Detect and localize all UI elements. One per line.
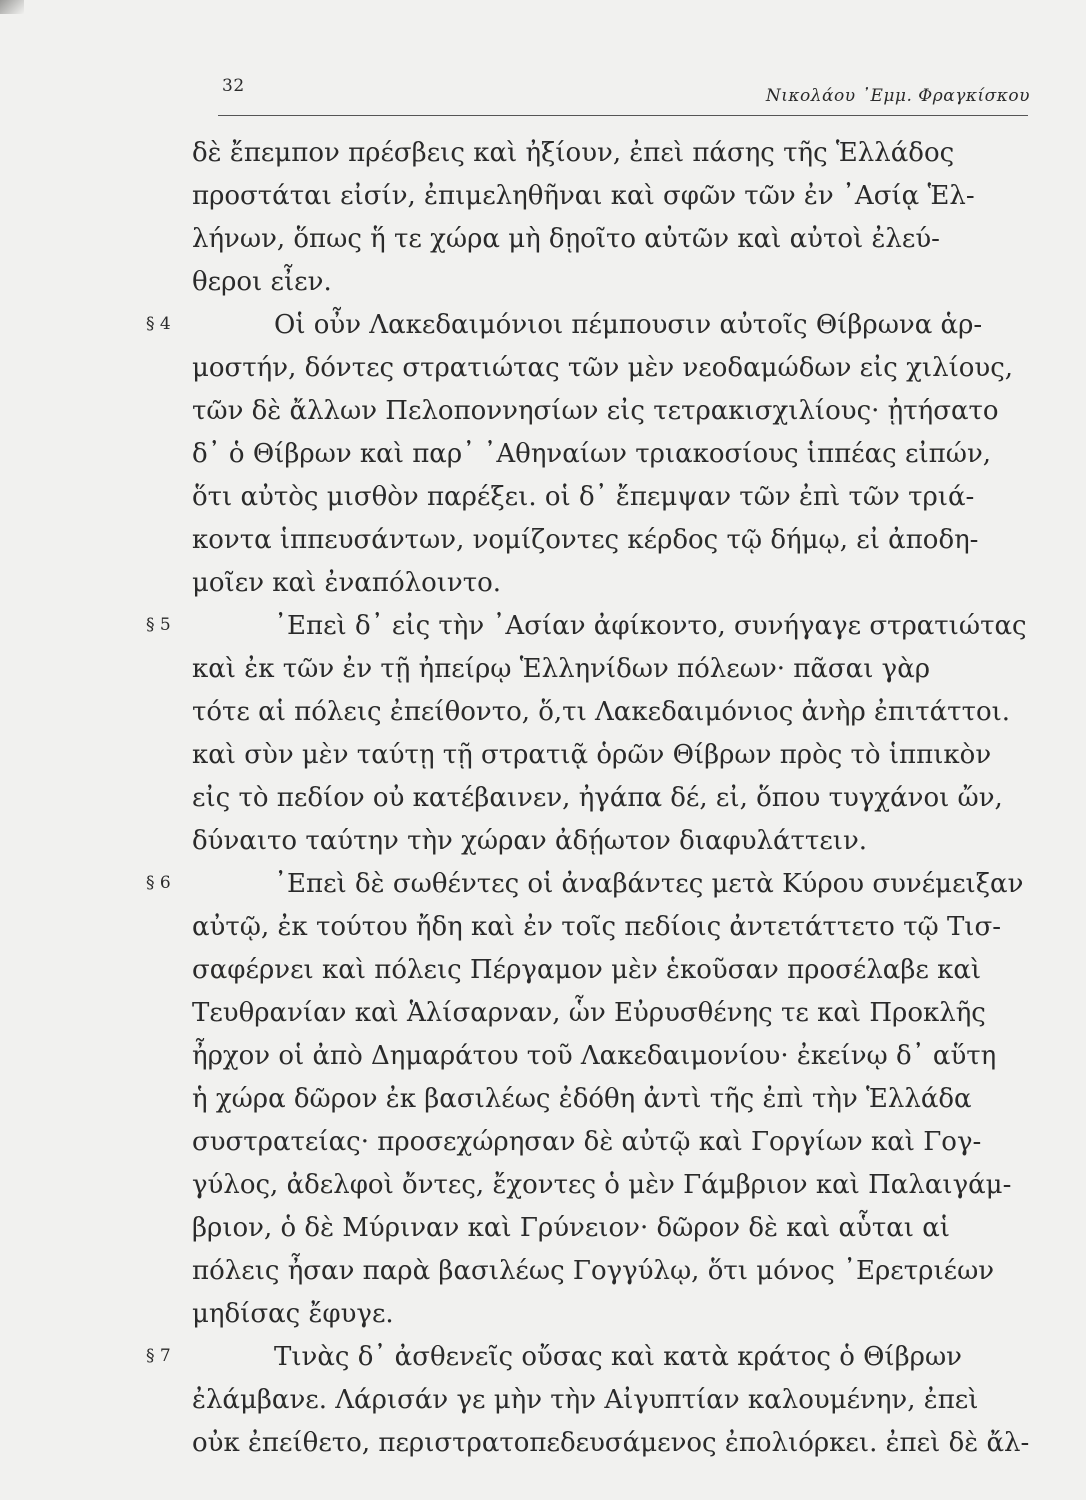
line-text: συστρατείας· προσεχώρησαν δὲ αὐτῷ καὶ Γοργίων καὶ Γογ- [192, 1127, 982, 1157]
section-marker: § 5 [146, 615, 171, 635]
line-text: καὶ ἐκ τῶν ἐν τῇ ἠπείρῳ Ἑλληνίδων πόλεων· πᾶσαι γὰρ [192, 654, 931, 684]
text-line [192, 132, 1022, 175]
text-line [192, 476, 1022, 519]
line-text: μηδίσας ἔφυγε. [192, 1299, 394, 1329]
text-line [192, 1250, 1022, 1293]
text-line [192, 820, 1022, 863]
line-text: δ᾿ ὁ Θίβρων καὶ παρ᾿ ᾿Αθηναίων τριακοσίους ἱππέας εἰπών, [192, 439, 992, 469]
line-text: μοστήν, δόντες στρατιώτας τῶν μὲν νεοδαμώδων εἰς χιλίους, [192, 353, 1014, 383]
text-line [192, 949, 1022, 992]
section-first-line [146, 605, 1027, 648]
text-line [192, 175, 1022, 218]
text-line [192, 648, 1022, 691]
line-text: θεροι εἶεν. [192, 267, 332, 297]
line-text: οὐκ ἐπείθετο, περιστρατοπεδευσάμενος ἐπολιόρκει. ἐπεὶ δὲ ἄλ- [192, 1428, 1030, 1458]
section-first-line [146, 863, 1024, 906]
text-line [192, 1035, 1022, 1078]
text-line [192, 1379, 1022, 1422]
line-text: εἰς τὸ πεδίον οὐ κατέβαινεν, ἠγάπα δέ, εἰ, ὅπου τυγχάνοι ὤν, [192, 783, 1003, 813]
text-line [192, 992, 1022, 1035]
line-text: ᾿Επεὶ δ᾿ εἰς τὴν ᾿Ασίαν ἀφίκοντο, συνήγαγε στρατιώτας [274, 611, 1027, 641]
line-text: βριον, ὁ δὲ Μύριναν καὶ Γρύνειον· δῶρον δὲ καὶ αὗται αἱ [192, 1213, 950, 1243]
section-first-line [146, 1336, 1022, 1379]
text-line [192, 691, 1022, 734]
section-marker: § 6 [146, 873, 171, 893]
text-line [192, 261, 1022, 304]
line-text: ἡ χώρα δῶρον ἐκ βασιλέως ἐδόθη ἀντὶ τῆς ἐπὶ τὴν Ἑλλάδα [192, 1084, 972, 1114]
text-line [192, 433, 1022, 476]
line-text: αὐτῷ, ἐκ τούτου ἤδη καὶ ἐν τοῖς πεδίοις ἀντετάττετο τῷ Τισ- [192, 912, 1002, 942]
line-text: τῶν δὲ ἄλλων Πελοποννησίων εἰς τετρακισχιλίους· ᾐτήσατο [192, 396, 999, 426]
scan-corner-shadow [0, 0, 24, 14]
line-text: τότε αἱ πόλεις ἐπείθοντο, ὅ,τι Λακεδαιμόνιος ἀνὴρ ἐπιτάττοι. [192, 697, 1011, 727]
text-line [192, 1078, 1022, 1121]
line-text: ὅτι αὐτὸς μισθὸν παρέξει. οἱ δ᾿ ἔπεμψαν τῶν ἐπὶ τῶν τριά- [192, 482, 975, 512]
text-line [192, 777, 1022, 820]
line-text: δύναιτο ταύτην τὴν χώραν ἀδῄωτον διαφυλάττειν. [192, 826, 868, 856]
running-head: Νικολάου ᾿Εμμ. Φραγκίσκου [765, 86, 1030, 106]
line-text: λήνων, ὅπως ἥ τε χώρα μὴ δῃοῖτο αὐτῶν καὶ αὐτοὶ ἐλεύ- [192, 224, 940, 254]
line-text: κοντα ἱππευσάντων, νομίζοντες κέρδος τῷ δήμῳ, εἰ ἀποδη- [192, 525, 979, 555]
line-text: πόλεις ἦσαν παρὰ βασιλέως Γογγύλῳ, ὅτι μόνος ᾿Ερετριέων [192, 1256, 995, 1286]
line-text: προστάται εἰσίν, ἐπιμεληθῆναι καὶ σφῶν τῶν ἐν ᾿Ασίᾳ Ἑλ- [192, 181, 975, 211]
line-text: δὲ ἔπεμπον πρέσβεις καὶ ἠξίουν, ἐπεὶ πάσης τῆς Ἑλλάδος [192, 138, 955, 168]
text-line [192, 519, 1022, 562]
line-text: Τινὰς δ᾿ ἀσθενεῖς οὔσας καὶ κατὰ κράτος ὁ Θίβρων [274, 1342, 962, 1372]
line-text: ᾿Επεὶ δὲ σωθέντες οἱ ἀναβάντες μετὰ Κύρου συνέμειξαν [274, 869, 1024, 899]
section-marker: § 4 [146, 314, 171, 334]
line-text: ἦρχον οἱ ἀπὸ Δημαράτου τοῦ Λακεδαιμονίου· ἐκείνῳ δ᾿ αὕτη [192, 1041, 997, 1071]
text-line [192, 218, 1022, 261]
text-line [192, 906, 1022, 949]
page-number: 32 [222, 76, 245, 96]
section-marker: § 7 [146, 1346, 171, 1366]
text-line [192, 1164, 1022, 1207]
line-text: μοῖεν καὶ ἐναπόλοιντο. [192, 568, 502, 598]
line-text: Τευθρανίαν καὶ Ἁλίσαρναν, ὧν Εὐρυσθένης τε καὶ Προκλῆς [192, 998, 986, 1028]
line-text: Οἱ οὖν Λακεδαιμόνιοι πέμπουσιν αὐτοῖς Θίβρωνα ἁρ- [274, 310, 983, 340]
line-text: γύλος, ἀδελφοὶ ὄντες, ἔχοντες ὁ μὲν Γάμβριον καὶ Παλαιγάμ- [192, 1170, 1012, 1200]
text-line [192, 734, 1022, 777]
line-text: σαφέρνει καὶ πόλεις Πέργαμον μὲν ἑκοῦσαν προσέλαβε καὶ [192, 955, 982, 985]
text-line [192, 1207, 1022, 1250]
text-line [192, 1121, 1022, 1164]
header-rule [218, 115, 1028, 116]
text-line [192, 1293, 1022, 1336]
section-first-line [146, 304, 1022, 347]
text-line [192, 1422, 1030, 1465]
line-text: ἐλάμβανε. Λάρισάν γε μὴν τὴν Αἰγυπτίαν καλουμένην, ἐπεὶ [192, 1385, 979, 1415]
text-line [192, 562, 1022, 605]
line-text: καὶ σὺν μὲν ταύτῃ τῇ στρατιᾷ ὁρῶν Θίβρων πρὸς τὸ ἱππικὸν [192, 740, 992, 770]
text-line [192, 390, 1022, 433]
text-line [192, 347, 1022, 390]
body-text [146, 132, 1030, 1465]
